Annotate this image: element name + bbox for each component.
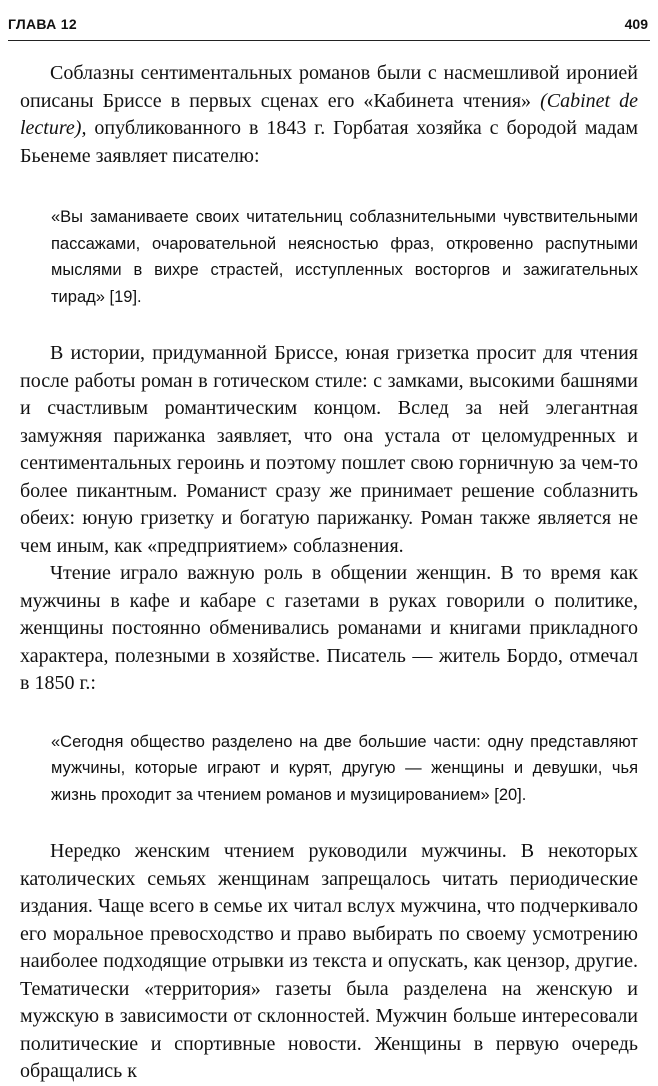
paragraph-3: Чтение играло важную роль в общении женщин. В то время как мужчины в кафе и кабаре с газетами в руках говорили о политике, женщины постоянно обменивались романами и книгами прикладного характера, полезными в хозяйстве. Писатель — житель Бордо, отмечал в 1850 г.:	[20, 562, 638, 694]
paragraph-1-text-b: опубликованного в 1843 г. Горбатая хозяйка с бородой мадам Бьенеме заявляет писателю:	[20, 117, 638, 167]
page-body	[20, 60, 638, 1086]
paragraph-1-text-a: Соблазны сентиментальных романов были с насмешливой иронией описаны Бриссе в первых сценах его «Кабинета чтения»	[20, 62, 638, 112]
paragraph-1	[20, 60, 638, 170]
running-header	[8, 6, 650, 41]
page-number: 409	[624, 16, 648, 32]
chapter-title: ГЛАВА 12	[8, 16, 77, 32]
paragraph-4: Нередко женским чтением руководили мужчины. В некоторых католических семьях женщинам запрещалось читать периодические издания. Чаще всего в семье их читал вслух мужчина, что подчеркивало его моральное превосходство и право выбирать по своему усмотрению наиболее подходящие отрывки из текста и опускать, как цензор, другие. Тематически «территория» газеты была разделена на женскую и мужскую в зависимости от склонностей. Мужчин больше интересовали политические и спортивные новости. Женщины в первую очередь обращались к	[20, 840, 638, 1082]
block-quote-2: «Сегодня общество разделено на две большие части: одну представляют мужчины, которые играют и курят, другую — женщины и девушки, чья жизнь проходит за чтением романов и музицированием» [20].	[51, 732, 638, 804]
italic-title: (Cabinet de lecture),	[20, 89, 638, 139]
paragraph-2: В истории, придуманной Бриссе, юная гризетка просит для чтения после работы роман в готическом стиле: с замками, высокими башнями и счастливым романтическим концом. Вслед за ней элегантная замужняя парижанка заявляет, что она устала от целомудренных и сентиментальных героинь и поэтому пошлет свою горничную за чем-то более пикантным. Романист сразу же принимает решение соблазнить обеих: юную гризетку и богатую парижанку. Роман также является не чем иным, как «предприятием» соблазнения.	[20, 342, 638, 557]
block-quote-1: «Вы заманиваете своих читательниц соблазнительными чувствительными пассажами, очаровательной неясностью фраз, откровенно распутными мыслями в вихре страстей, исступленных восторгов и зажигательных тирад» [19].	[51, 208, 638, 306]
